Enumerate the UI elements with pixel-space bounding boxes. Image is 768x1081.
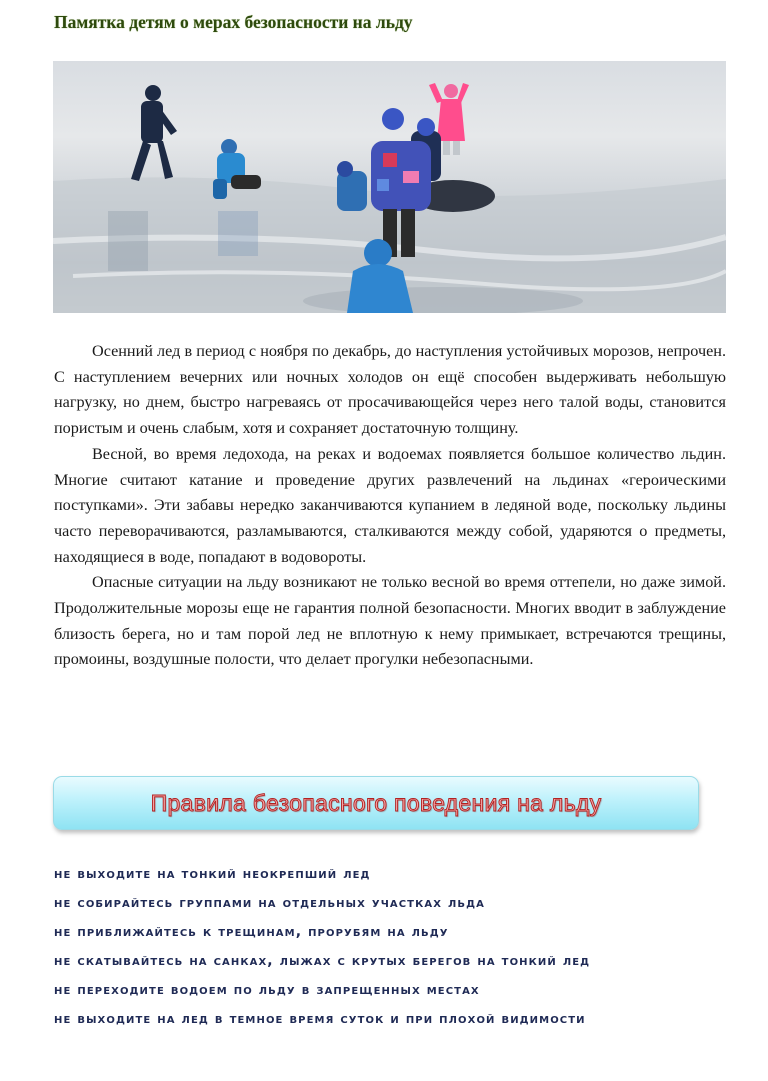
rule-item: не выходите на лед в темное время суток и при плохой видимости: [54, 1011, 586, 1027]
rules-banner: [53, 776, 699, 830]
rules-list: [54, 860, 726, 1034]
rule-item: не приближайтесь к трещинам, прорубям на льду: [54, 924, 449, 940]
rule-item: не выходите на тонкий неокрепший лед: [54, 866, 371, 882]
rule-item: не переходите водоем по льду в запрещенных местах: [54, 982, 480, 998]
rules-banner-title: Правила безопасного поведения на льду: [150, 789, 602, 816]
photo-illustration: [53, 61, 726, 313]
paragraph-spring-ice: Весной, во время ледохода, на реках и водоемах появляется большое количество льдин. Многие считают катание и проведение других развлечений на льдинах «героическими поступками». Эти забавы нередко заканчиваются купанием в ледяной воде, поскольку льдины часто переворачиваются, разламываются, сталкиваются между собой, ударяются о предметы, находящиеся в воде, попадают в водовороты.: [54, 444, 726, 566]
paragraph-autumn-ice: Осенний лед в период с ноября по декабрь, до наступления устойчивых морозов, непрочен. С наступлением вечерних или ночных холодов он ещё способен выдерживать небольшую нагрузку, но днем, быстро нагреваясь от просачивающейся через него талой воды, становится пористым и очень слабым, хотя и сохраняет достаточную толщину.: [54, 342, 726, 438]
page-title: Памятка детям о мерах безопасности на льду: [54, 12, 413, 32]
children-on-ice-photo: [53, 61, 726, 313]
rule-item: не скатывайтесь на санках, лыжах с крутых берегов на тонкий лед: [54, 953, 591, 969]
paragraph-dangerous-situations: Опасные ситуации на льду возникают не только весной во время оттепели, но даже зимой. Продолжительные морозы еще не гарантия полной безопасности. Многих вводит в заблуждение близость берега, но и там порой лед не вплотную к нему примыкает, встречаются трещины, промоины, воздушные полости, что делает прогулки небезопасными.: [54, 573, 726, 669]
body-text: [54, 339, 726, 673]
rule-item: не собирайтесь группами на отдельных участках льда: [54, 895, 485, 911]
